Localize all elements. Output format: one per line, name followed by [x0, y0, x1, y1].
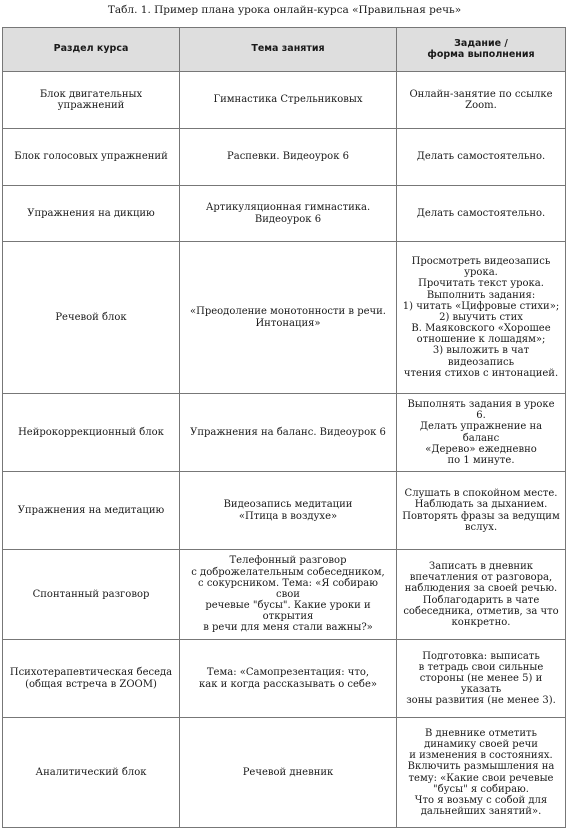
- cell-topic: Видеозапись медитации «Птица в воздухе»: [180, 472, 397, 550]
- cell-task: В дневнике отметить динамику своей речи и изменения в состояниях. Включить размышления на тему: «Какие свои речевые "бусы" я собираю. Что я возьму с собой для дальнейших занятий».: [397, 718, 566, 828]
- cell-task: Выполнять задания в уроке 6. Делать упражнение на баланс «Дерево» ежедневно по 1 минуте.: [397, 394, 566, 472]
- table-header-row: [3, 28, 566, 72]
- table-row: [3, 472, 566, 550]
- cell-task: Просмотреть видеозапись урока. Прочитать текст урока. Выполнить задания: 1) читать «Цифровые стихи»; 2) выучить стих В. Маяковского «Хорошее отношение к лошадям»; 3) выложить в чат видеозапись чтения стихов с интонацией.: [397, 242, 566, 394]
- table-row: [3, 640, 566, 718]
- table-row: [3, 242, 566, 394]
- cell-section: Блок голосовых упражнений: [3, 129, 180, 186]
- header-topic: Тема занятия: [180, 28, 397, 72]
- cell-topic: «Преодоление монотонности в речи. Интонация»: [180, 242, 397, 394]
- cell-section: Упражнения на дикцию: [3, 186, 180, 242]
- cell-topic: Распевки. Видеоурок 6: [180, 129, 397, 186]
- cell-section: Аналитический блок: [3, 718, 180, 828]
- cell-topic: Упражнения на баланс. Видеоурок 6: [180, 394, 397, 472]
- header-task: Задание / форма выполнения: [397, 28, 566, 72]
- cell-section: Речевой блок: [3, 242, 180, 394]
- cell-section: Блок двигательных упражнений: [3, 72, 180, 129]
- table-row: [3, 186, 566, 242]
- cell-topic: Речевой дневник: [180, 718, 397, 828]
- cell-section: Спонтанный разговор: [3, 550, 180, 640]
- cell-topic: Тема: «Самопрезентация: что, как и когда рассказывать о себе»: [180, 640, 397, 718]
- cell-topic: Телефонный разговор с доброжелательным собеседником, с сокурсником. Тема: «Я собираю свои речевые "бусы". Какие уроки и открытия в речи для меня стали важны?»: [180, 550, 397, 640]
- cell-task: Записать в дневник впечатления от разговора, наблюдения за своей речью. Поблагодарить в чате собеседника, отметив, за что конкретно.: [397, 550, 566, 640]
- cell-task: Делать самостоятельно.: [397, 129, 566, 186]
- cell-task: Слушать в спокойном месте. Наблюдать за дыханием. Повторять фразы за ведущим вслух.: [397, 472, 566, 550]
- cell-topic: Артикуляционная гимнастика. Видеоурок 6: [180, 186, 397, 242]
- table-row: [3, 550, 566, 640]
- cell-task: Подготовка: выписать в тетрадь свои сильные стороны (не менее 5) и указать зоны развития (не менее 3).: [397, 640, 566, 718]
- cell-task: Онлайн-занятие по ссылке Zoom.: [397, 72, 566, 129]
- cell-section: Упражнения на медитацию: [3, 472, 180, 550]
- table-row: [3, 718, 566, 828]
- lesson-plan-table: [2, 27, 566, 828]
- cell-task: Делать самостоятельно.: [397, 186, 566, 242]
- table-row: [3, 129, 566, 186]
- header-section: Раздел курса: [3, 28, 180, 72]
- cell-section: Психотерапевтическая беседа (общая встреча в ZOOM): [3, 640, 180, 718]
- table-row: [3, 72, 566, 129]
- table-row: [3, 394, 566, 472]
- cell-topic: Гимнастика Стрельниковых: [180, 72, 397, 129]
- table-caption: Табл. 1. Пример плана урока онлайн-курса «Правильная речь»: [107, 4, 462, 16]
- cell-section: Нейрокоррекционный блок: [3, 394, 180, 472]
